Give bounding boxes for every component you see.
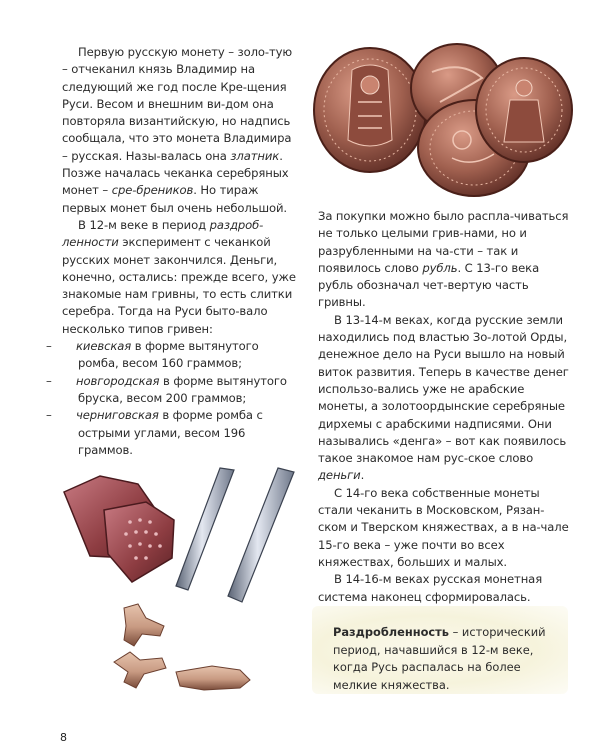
term-chernigovskaya: черниговская bbox=[76, 408, 159, 423]
coins-illustration bbox=[312, 30, 574, 200]
paragraph-fragmentation: В 12-м веке в период раздроб-ленности эксперимент с чеканкой русских монет закончился. Деньги, конечно, остались: прежде всего, уже знакомые нам гривны, то есть слитки серебра. Тогда на Руси быто-вало несколько типов гривен: bbox=[62, 217, 296, 336]
term-kievskaya: киевская bbox=[76, 339, 132, 354]
coin-left bbox=[314, 48, 426, 172]
paragraph-orda: В 13-14-м веках, когда русские земли находились под властью Зо-лотой Орды, денежное дело на Руси вышло на новый виток развития. Теперь в качестве денег использо-вались уже не арабские монеты, а золотоордынские серебряные дирхемы с арабскими надписями. Они назывались «денга» – вот как появилось такое знакомое нам рус-ское слово деньги. bbox=[318, 312, 569, 483]
right-text-column bbox=[318, 208, 570, 606]
coin-right bbox=[476, 58, 572, 162]
chunk bbox=[114, 652, 166, 688]
left-text-column bbox=[46, 44, 298, 459]
grivna-novgorod-bars bbox=[176, 468, 294, 602]
definition-text: Раздробленность – исторический период, начавшийся в 12-м веке, когда Русь распалась на более мелкие княжества. bbox=[333, 625, 546, 692]
paragraph-zlatnik: Первую русскую монету – золо-тую – отчеканил князь Владимир на следующий же год после Кре-щения Руси. Весом и внешним ви-дом она повторяла византийскую, но надпись сообщала, что это монета Владимира – русская. Назы-валась она златник. Позже началась чеканка серебряных монет – сре-бреников. Но тираж первых монет был очень небольшой. bbox=[62, 45, 293, 215]
list-item: – киевская в форме вытянутого ромба, весом 160 граммов; bbox=[46, 339, 259, 371]
paragraph-14-16th-century: В 14-16-м веках русская монетная система наконец сформировалась. bbox=[318, 572, 543, 604]
paragraph-14th-century: С 14-го века собственные монеты стали чеканить в Московском, Рязан-ском и Тверском княжествах, а в на-чале 15-го века – уже почти во всех княжествах, больших и малых. bbox=[318, 485, 569, 569]
term-zlatnik: златник bbox=[230, 148, 280, 163]
list-item: – черниговская в форме ромба с острыми углами, весом 196 граммов. bbox=[46, 408, 263, 457]
term-razdroblennost: раздроб-ленности bbox=[62, 217, 264, 250]
page-number: 8 bbox=[60, 731, 67, 744]
list-item: – новгородская в форме вытянутого бруска, весом 200 граммов; bbox=[46, 373, 287, 405]
definition-term: Раздробленность bbox=[333, 625, 449, 639]
paragraph-rubl: За покупки можно было распла-чиваться не только целыми грив-нами, но и разрубленными на ча-сти – так и появилось слово рубль. С 13-го века рубль обозначал чет-вертую часть гривны. bbox=[318, 209, 569, 310]
chunk bbox=[176, 666, 250, 690]
cut-grivna-pieces bbox=[100, 600, 260, 696]
term-novgorodskaya: новгородская bbox=[76, 373, 160, 388]
grivnas-illustration bbox=[60, 462, 310, 614]
grivna-kiev bbox=[104, 502, 174, 582]
term-dengi: деньги bbox=[318, 468, 361, 483]
chunk bbox=[124, 604, 164, 646]
term-rubl: рубль bbox=[422, 260, 458, 275]
term-srebrenik: сре-бреников bbox=[111, 183, 194, 198]
